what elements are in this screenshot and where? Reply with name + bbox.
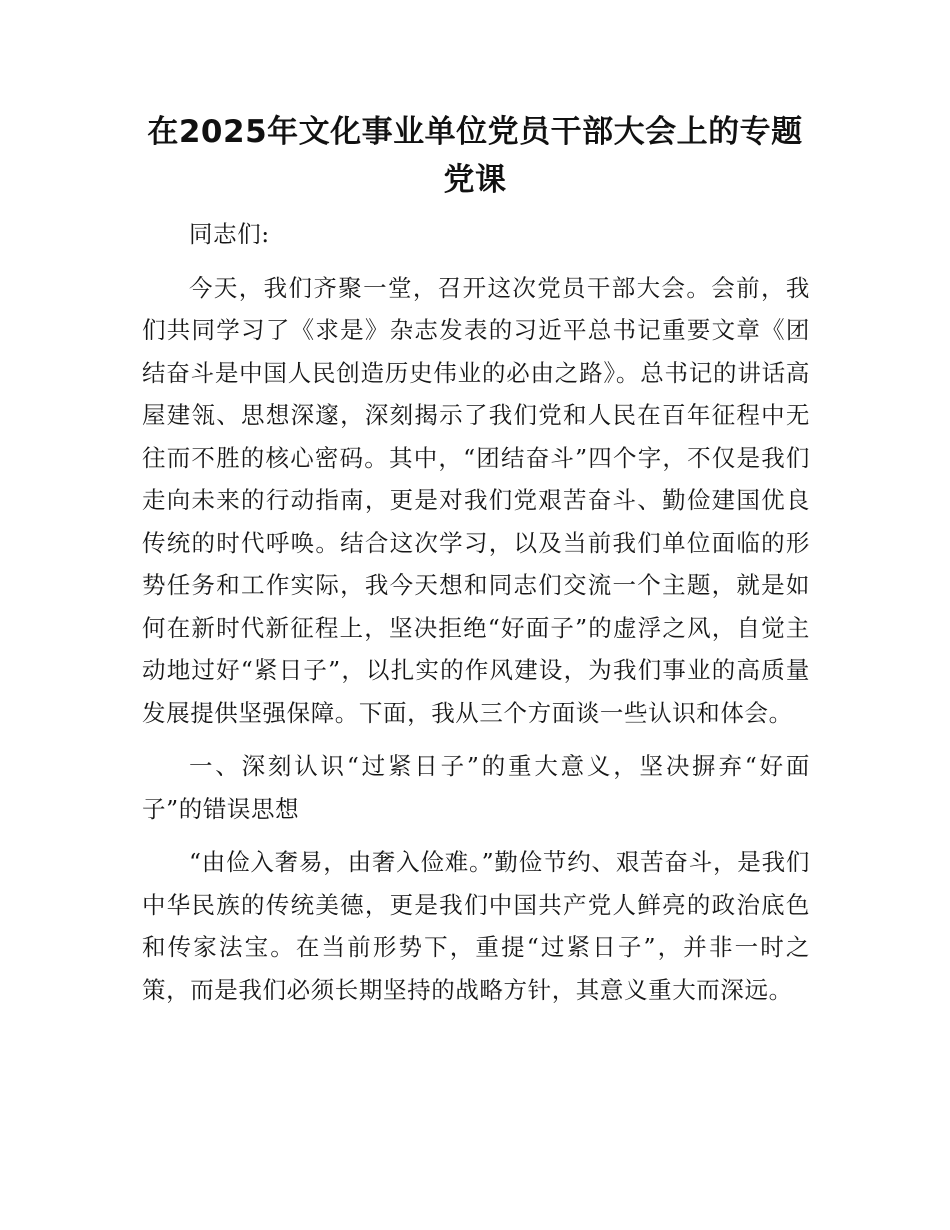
salutation: 同志们: [189, 220, 270, 248]
section-paragraph: “由俭入奢易，由奢入俭难。”勤俭节约、艰苦奋斗，是我们中华民族的传统美德，更是我们中国共产党人鲜亮的政治底色和传家法宝。在当前形势下，重提“过紧日子”，并非一时之策，而是我们必须长期坚持的战略方针，其意义重大而深远。 [142, 848, 810, 1004]
document-body [142, 213, 810, 1022]
intro-paragraph: 今天，我们齐聚一堂，召开这次党员干部大会。会前，我们共同学习了《求是》杂志发表的习近平总书记重要文章《团结奋斗是中国人民创造历史伟业的必由之路》。总书记的讲话高屋建瓴、思想深邃，深刻揭示了我们党和人民在百年征程中无往而不胜的核心密码。其中，“团结奋斗”四个字，不仅是我们走向未来的行动指南，更是对我们党艰苦奋斗、勤俭建国优良传统的时代呼唤。结合这次学习，以及当前我们单位面临的形势任务和工作实际，我今天想和同志们交流一个主题，就是如何在新时代新征程上，坚决拒绝“好面子”的虚浮之风，自觉主动地过好“紧日子”，以扎实的作风建设，为我们事业的高质量发展提供坚强保障。下面，我从三个方面谈一些认识和体会。 [142, 273, 810, 727]
document-title: 在2025年文化事业单位党员干部大会上的专题党课 [147, 114, 803, 198]
section-heading: 一、深刻认识“过紧日子”的重大意义，坚决摒弃“好面子”的错误思想 [142, 752, 810, 823]
